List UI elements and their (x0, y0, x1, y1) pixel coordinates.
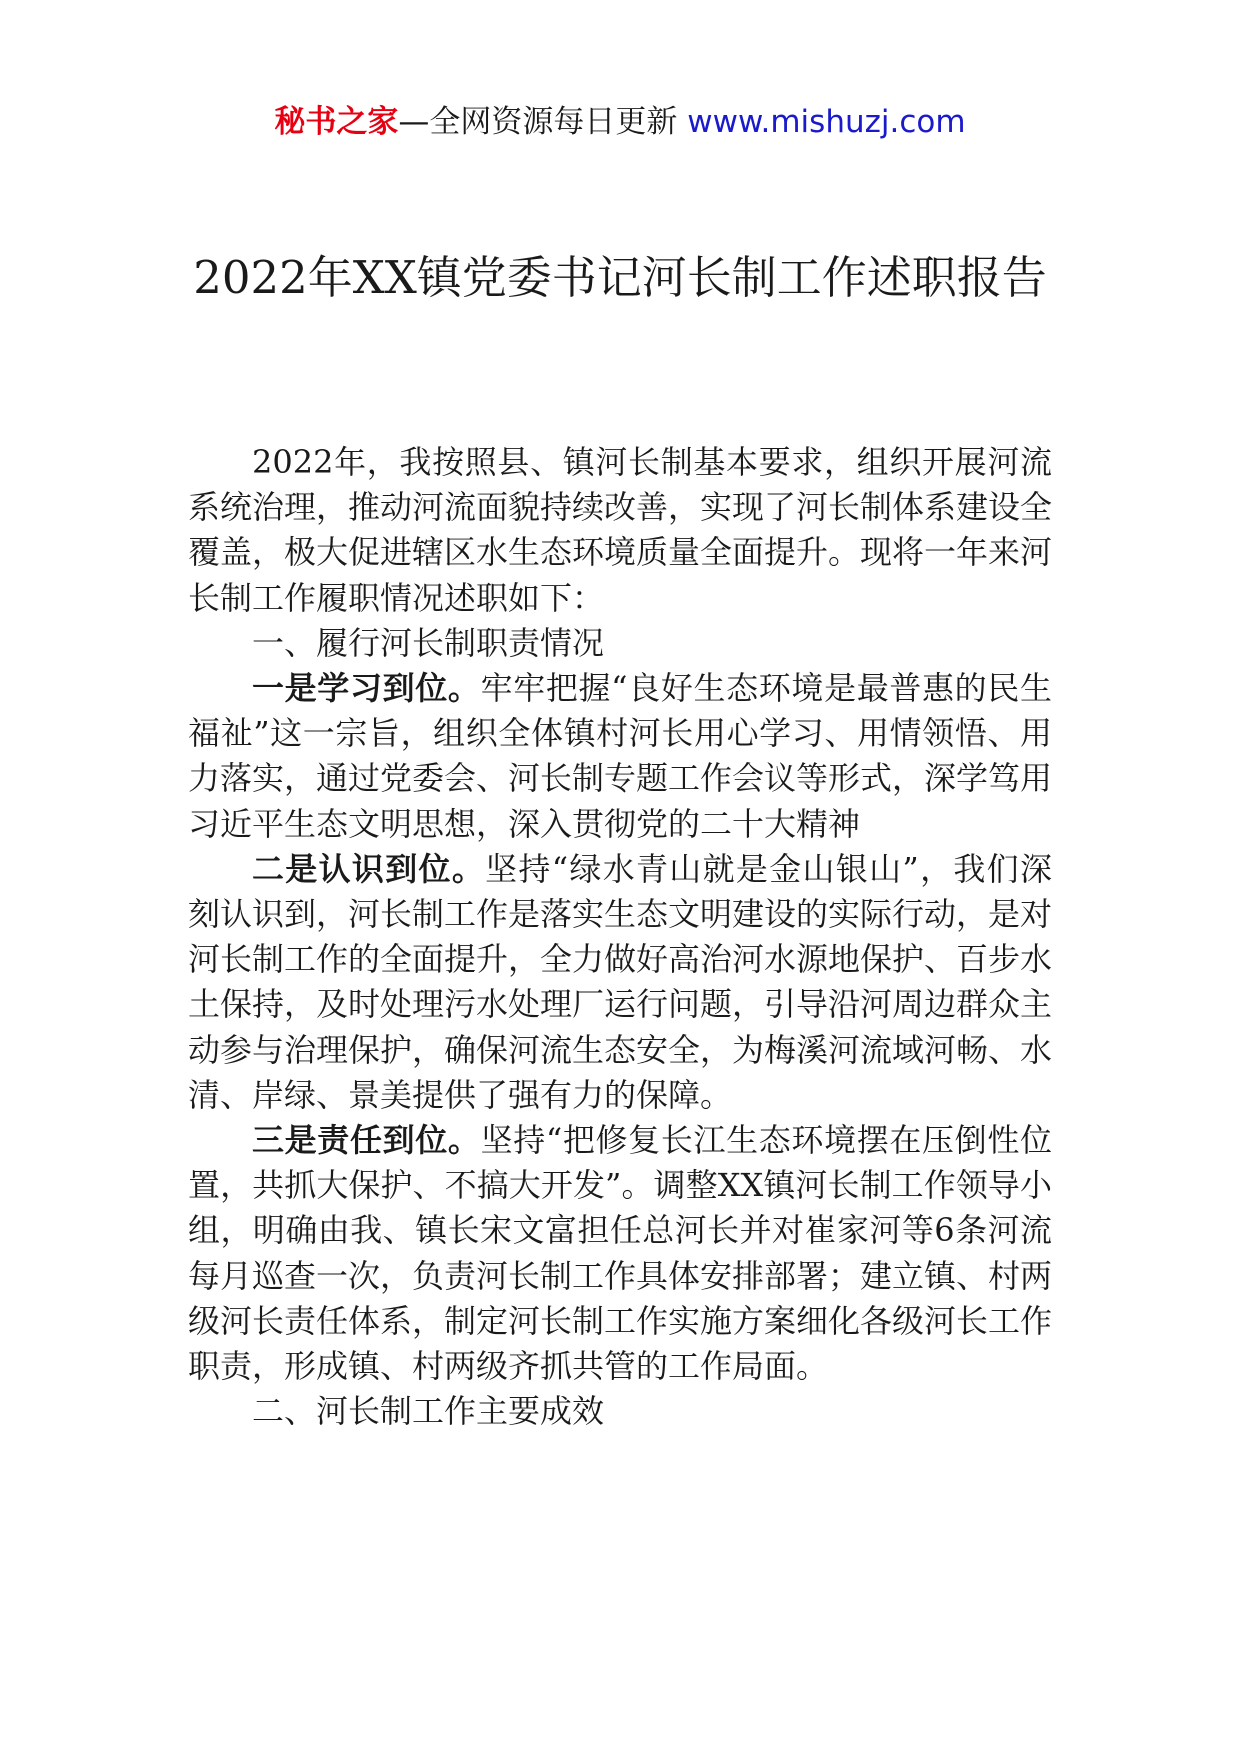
item-paragraph-2 (188, 847, 1052, 1118)
item-lead-3: 三是责任到位。 (252, 1121, 481, 1160)
section-heading-1: 一、履行河长制职责情况 (252, 623, 605, 662)
site-name: 秘书之家 (274, 104, 399, 140)
item-lead-1: 一是学习到位。 (252, 669, 481, 708)
item-paragraph-1 (188, 666, 1052, 847)
section-heading-2: 二、河长制工作主要成效 (252, 1392, 605, 1431)
document-title: 2022年XX镇党委书记河长制工作述职报告 (193, 251, 1047, 304)
document-body (188, 440, 1052, 1434)
header-banner (0, 102, 1240, 142)
item-text-1: 牢牢把握“良好生态环境是最普惠的民生福祉”这一宗旨，组织全体镇村河长用心学习、用情领悟、用力落实，通过党委会、河长制专题工作会议等形式，深学笃用习近平生态文明思想，深入贯彻党的二十大精神 (188, 669, 1053, 843)
item-lead-2: 二是认识到位。 (252, 849, 486, 888)
site-url-link[interactable]: www.mishuzj.com (687, 104, 966, 140)
item-text-2: 坚持“绿水青山就是金山银山”，我们深刻认识到，河长制工作是落实生态文明建设的实际行动，是对河长制工作的全面提升，全力做好高治河水源地保护、百步水土保持，及时处理污水处理厂运行问题，引导沿河周边群众主动参与治理保护，确保河流生态安全，为梅溪河流域河畅、水清、岸绿、景美提供了强有力的保障。 (188, 849, 1053, 1114)
site-slogan: —全网资源每日更新 (398, 104, 678, 140)
item-text-3: 坚持“把修复长江生态环境摆在压倒性位置，共抓大保护、不搞大开发”。调整XX镇河长制工作领导小组，明确由我、镇长宋文富担任总河长并对崔家河等6条河流每月巡查一次，负责河长制工作具体安排部署；建立镇、村两级河长责任体系，制定河长制工作实施方案细化各级河长工作职责，形成镇、村两级齐抓共管的工作局面。 (188, 1121, 1053, 1386)
intro-paragraph: 2022年，我按照县、镇河长制基本要求，组织开展河流系统治理，推动河流面貌持续改善，实现了河长制体系建设全覆盖，极大促进辖区水生态环境质量全面提升。现将一年来河长制工作履职情况述职如下： (188, 443, 1053, 617)
item-paragraph-3 (188, 1118, 1052, 1389)
